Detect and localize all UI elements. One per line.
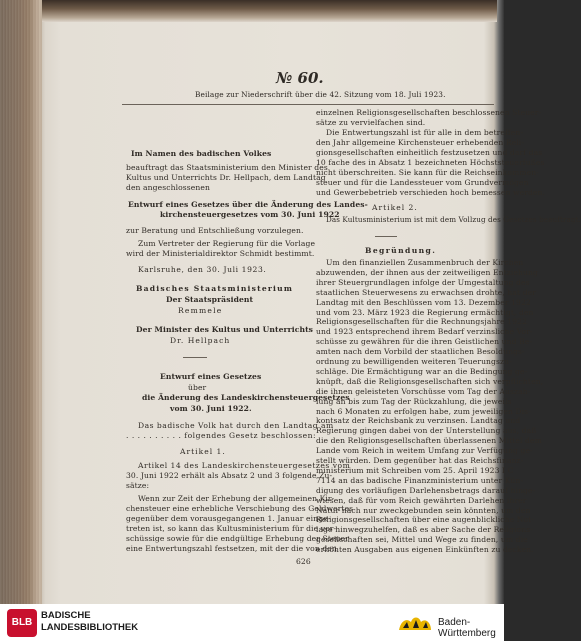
reasons-line: erhöhten Ausgaben aus eigenen Einkünften zu decken. [316, 545, 534, 555]
right-top-4: den Jahr allgemeine Kirchensteuer erhebenden Reli- [316, 138, 525, 147]
purpose-line: zur Beratung und Entschließung vorzulegen. [126, 226, 304, 235]
deputy-line-2: wird der Ministerialdirektor Schmidt bestimmt. [126, 249, 315, 258]
enactment-title: Im Namen des badischen Volkes [131, 149, 272, 158]
article-1-quote-6: eine Entwertungszahl festsetzen, mit der die von den [126, 544, 337, 553]
reasons-line: die ihnen geleisteten Vorschüsse vom Tag der Auszah- [316, 386, 531, 396]
article-1-quote-1: Wenn zur Zeit der Erhebung der allgemeinen Kir- [138, 494, 335, 503]
state-name: Baden-Württemberg [438, 617, 496, 639]
reasons-line: Religionsgesellschaften für die Rechnungsjahre 1922 [316, 317, 528, 327]
blb-logo: BLB [7, 609, 37, 637]
library-name [41, 610, 138, 634]
page-foot-number: 626 [296, 557, 311, 566]
place-date: Karlsruhe, den 30. Juli 1923. [138, 265, 267, 274]
draft-date: vom 30. Juni 1922. [170, 404, 252, 413]
article-1-quote-2: chensteuer eine erhebliche Verschiebung des Geldwertes [126, 504, 354, 513]
article-1-quote-4: treten ist, so kann das Kultusministerium für die vor- [126, 524, 337, 533]
minister-title: Der Minister des Kultus und Unterrichts [136, 325, 314, 334]
reasons-line: und vom 23. März 1923 die Regierung ermächtigt, den [316, 307, 534, 317]
reasons-line: ihrer Steuergrundlagen infolge der Umgestaltung des [316, 277, 530, 287]
reasons-line: amten nach dem Vorbild der staatlichen Besoldungs- [316, 347, 525, 357]
article-2-heading: Artikel 2. [372, 203, 418, 212]
reasons-line: schüsse zu gewähren für die ihren Geistlichen und Be- [316, 337, 533, 347]
intro-line-2: Kultus und Unterrichts Dr. Hellpach, dem Landtag [126, 173, 326, 182]
reasons-line: lung an bis zum Tag der Rückzahlung, die jeweils [316, 396, 512, 406]
right-top-1: einzelnen Religionsgesellschaften beschlossenen Steuer- [316, 108, 542, 117]
reasons-heading: Begründung. [365, 246, 437, 255]
reasons-line: gesellschaften sei, Mittel und Wege zu finden, um die [316, 535, 528, 545]
reasons-line: wiesen, daß für vom Reich gewährten Darlehen ihrer [316, 495, 527, 505]
reasons-line: die den Religionsgesellschaften überlassenen Mittel dem [316, 436, 542, 446]
reasons-line: Landtag mit den Beschlüssen vom 13. Dezember 1922 [316, 297, 531, 307]
president-title: Der Staatspräsident [166, 295, 254, 304]
minister-name: Dr. Hellpach [170, 336, 231, 345]
reasons-line: nach 6 Monaten zu erfolgen habe, zum jeweiligen Dis- [316, 406, 531, 416]
reasons-line: ordnung zu bewilligenden weiteren Teuerungszu- [316, 357, 512, 366]
library-name-line-2: LANDESBIBLIOTHEK [41, 622, 139, 633]
reasons-line: schläge. Die Ermächtigung war an die Bedingung ge- [316, 366, 528, 376]
page-number-header: № 60. [276, 69, 324, 87]
library-name-line-1: BADISCHE [41, 610, 91, 621]
article-1-line-1: Artikel 14 des Landeskirchensteuergesetzes vom [138, 461, 351, 470]
reasons-line: Religionsgesellschaften über eine augenblickliche Not- [316, 515, 534, 525]
right-separator [375, 236, 397, 237]
reasons-line: Lande vom Reich in weitem Umfang zur Verfügung ge- [316, 446, 533, 456]
right-top-3: Die Entwertungszahl ist für alle in dem betreffen- [326, 128, 524, 137]
reasons-line: abzuwenden, der ihnen aus der zeitweiligen Entziehung [316, 267, 538, 277]
president-name: Remmele [178, 306, 223, 315]
reasons-line: Natur nach nur zweckgebunden sein könnten, um den [316, 505, 531, 515]
book-page-edges [0, 0, 42, 604]
reasons-line: 7114 an das badische Finanzministerium unter Kün- [316, 475, 523, 485]
right-top-9: und Gewerbebetrieb verschieden hoch bemessen werden. [316, 188, 546, 197]
page-subheader: Beilage zur Niederschrift über die 42. Sitzung vom 18. Juli 1923. [195, 90, 446, 99]
draft-subject: die Änderung des Landeskirchensteuergesetzes [142, 393, 350, 402]
draft-uber: über [188, 383, 207, 392]
intro-line-1: beauftragt das Staatsministerium den Minister des [126, 163, 328, 172]
header-rule [122, 104, 494, 105]
bill-title-line-1: Entwurf eines Gesetzes über die Änderung des Landes- [128, 200, 368, 209]
right-top-2: sätze zu vervielfachen sind. [316, 118, 426, 127]
book-top-shadow [42, 0, 497, 22]
right-top-6: 10 fache des in Absatz 1 bezeichneten Höchststeuerfußes [316, 158, 545, 167]
reasons-line: Regierung gingen dabei von der Unterstellung aus, daß [316, 426, 537, 436]
reasons-line: stellt würden. Dem gegenüber hat das Reichsfinanz- [316, 456, 524, 465]
reasons-line: und 1923 entsprechend ihrem Bedarf verzinsliche Vor- [316, 327, 533, 337]
reasons-line: knüpft, daß die Religionsgesellschaften sich verpflichten, [316, 376, 544, 386]
reasons-line: ministerium mit Schreiben vom 25. April 1923 I C [316, 465, 514, 475]
intro-line-3: den angeschlossenen [126, 183, 210, 192]
draft-title: Entwurf eines Gesetzes [160, 372, 262, 381]
left-separator [183, 357, 207, 358]
right-top-8: steuer und für die Landessteuer vom Grundvermögen [316, 178, 529, 187]
article-1-heading: Artikel 1. [180, 447, 226, 456]
article-2-text: Das Kultusministerium ist mit dem Vollzug des Gesetzes beauftragt. [326, 215, 581, 224]
reasons-line: kontsatz der Reichsbank zu verzinsen. Landtag und [316, 416, 521, 426]
enact-line-2: . . . . . . . . . . folgendes Gesetz beschlossen: [126, 431, 317, 440]
article-1-quote-3: gegenüber dem vorausgegangenen 1. Januar einge- [126, 514, 331, 523]
reasons-line: digung des vorläufigen Darlehensbetrags darauf hinge- [316, 485, 536, 495]
article-1-line-3: sätze: [126, 481, 150, 490]
enact-line-1: Das badische Volk hat durch den Landtag am [138, 421, 334, 430]
deputy-line-1: Zum Vertreter der Regierung für die Vorlage [138, 239, 316, 248]
bill-title-line-2: kirchensteuergesetzes vom 30. Juni 1922 [160, 210, 340, 219]
bw-lion-crest-icon [395, 610, 435, 636]
reasons-line: staatlichen Steuerwesens zu erwachsen drohte, hat der [316, 287, 536, 297]
article-1-line-2: 30. Juni 1922 erhält als Absatz 2 und 3 folgende Zu- [126, 471, 333, 480]
right-top-5: gionsgesellschaften einheitlich festzusetzen und darf das [316, 148, 543, 157]
article-1-quote-5: schüssige sowie für die endgültige Erhebung der Steuer [126, 534, 349, 543]
ministry-name: Badisches Staatsministerium [136, 284, 294, 293]
right-top-7: nicht überschreiten. Sie kann für die Reichseinkommen- [316, 168, 539, 177]
reasons-line: Um den finanziellen Zusammenbruch der Kirchen [326, 258, 524, 267]
reasons-line: lage hinwegzuhelfen, daß es aber Sache der Religions- [316, 525, 533, 535]
